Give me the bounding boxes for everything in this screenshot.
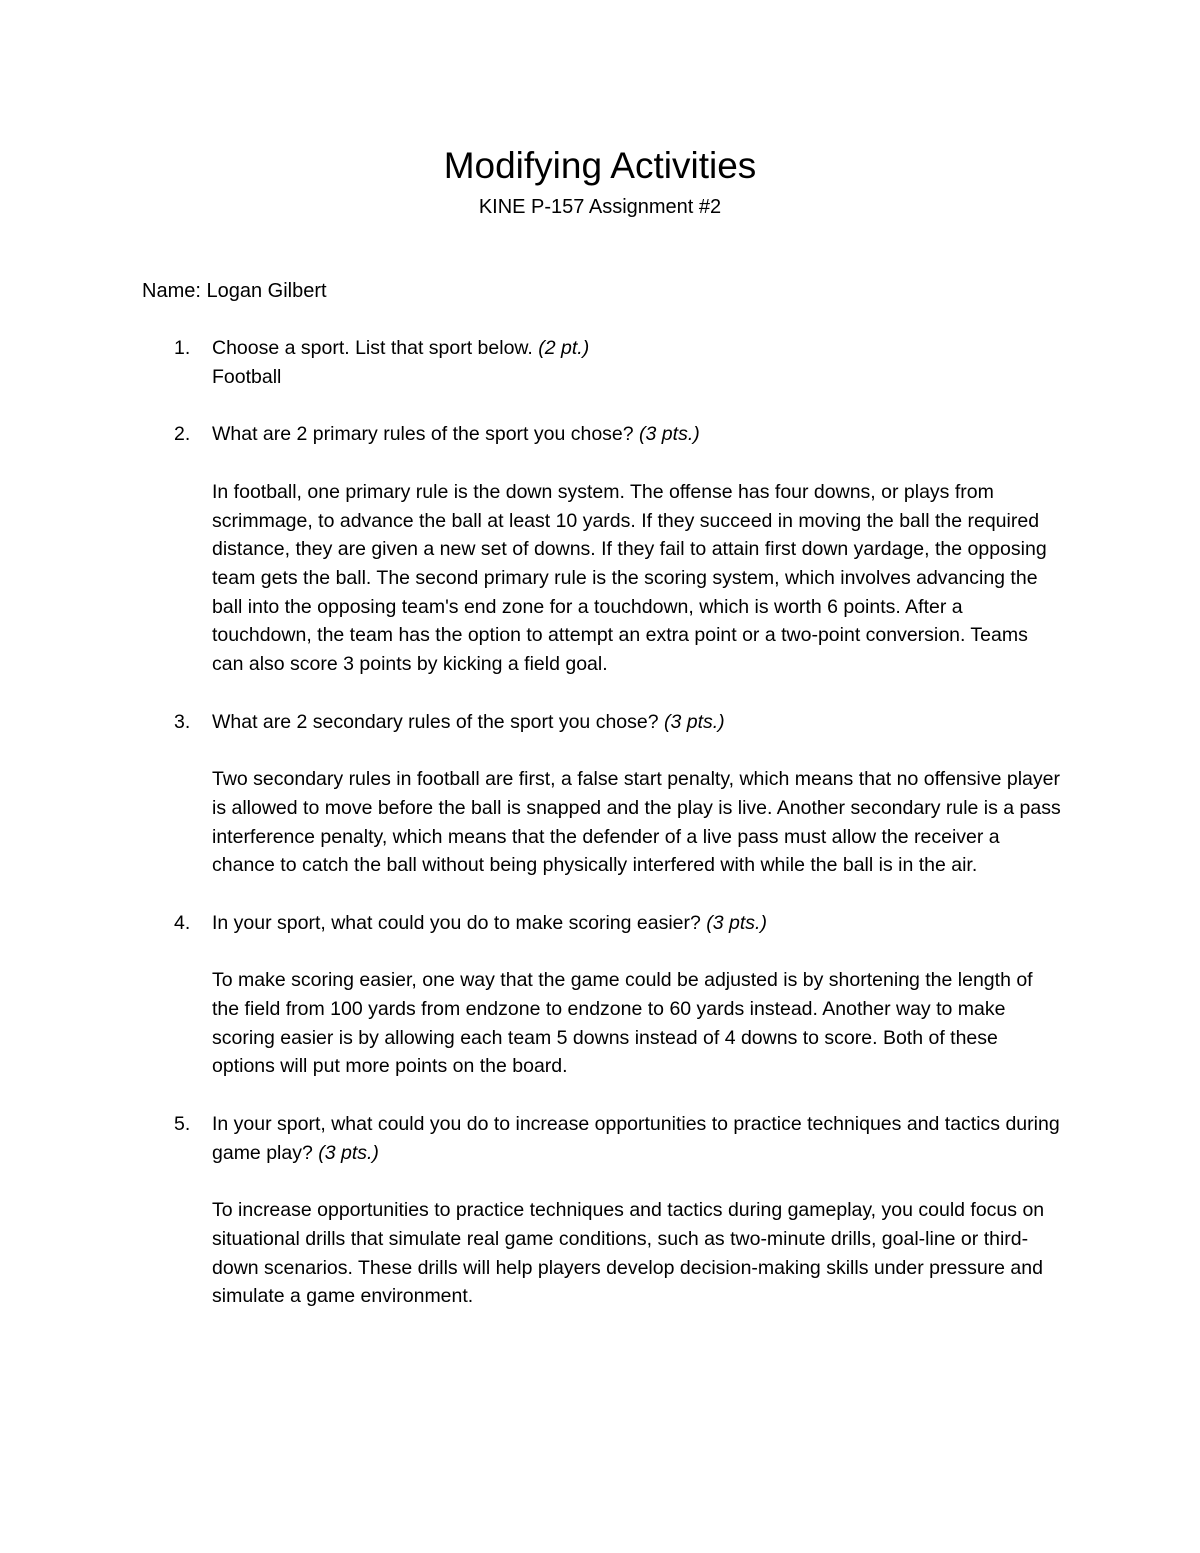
question-points: (3 pts.) xyxy=(706,911,767,934)
question-points: (3 pts.) xyxy=(664,710,725,733)
name-value: Logan Gilbert xyxy=(206,280,327,302)
question-number: 4. xyxy=(174,911,191,934)
question-5 xyxy=(142,1110,1062,1311)
question-1 xyxy=(142,334,1062,391)
question-answer: Two secondary rules in football are first, a false start penalty, which means that no offensive player is allowed to move before the ball is snapped and the play is live. Another secondary rule is a pass interference penalty, which means that the defender of a live pass must allow the receiver a chance to catch the ball without being physically interfered with while the ball is in the air. xyxy=(212,768,1061,877)
question-list xyxy=(142,334,1062,1340)
question-number: 5. xyxy=(174,1113,191,1136)
question-4 xyxy=(142,909,1062,1081)
question-prompt: In your sport, what could you do to increase opportunities to practice techniques and tactics during game play? (3 pts.) xyxy=(212,1113,1060,1164)
question-prompt: What are 2 secondary rules of the sport you chose? (3 pts.) xyxy=(212,710,725,733)
name-label: Name: xyxy=(142,280,201,302)
question-prompt: Choose a sport. List that sport below. (2 pt.) xyxy=(212,337,590,359)
question-number: 2. xyxy=(174,423,191,446)
question-answer: To increase opportunities to practice techniques and tactics during gameplay, you could focus on situational drills that simulate real game conditions, such as two-minute drills, goal-line or third-down scenarios. These drills will help players develop decision-making skills under pressure and simulate a game environment. xyxy=(212,1199,1045,1308)
question-answer: To make scoring easier, one way that the game could be adjusted is by shortening the length of the field from 100 yards from endzone to endzone to 60 yards instead. Another way to make scoring easier is by allowing each team 5 downs instead of 4 downs to score. Both of these options will put more points on the board. xyxy=(212,969,1033,1078)
question-answer: In football, one primary rule is the down system. The offense has four downs, or plays from scrimmage, to advance the ball at least 10 yards. If they succeed in moving the ball the required distance, they are given a new set of downs. If they fail to attain first down yardage, the opposing team gets the ball. The second primary rule is the scoring system, which involves advancing the ball into the opposing team's end zone for a touchdown, which is worth 6 points. After a touchdown, the team has the option to attempt an extra point or a two-point conversion. Teams can also score 3 points by kicking a field goal. xyxy=(212,480,1047,676)
question-points: (3 pts.) xyxy=(639,423,700,446)
question-answer: Football xyxy=(212,365,282,388)
question-2 xyxy=(142,420,1062,678)
document-title: Modifying Activities xyxy=(443,145,757,186)
question-prompt: What are 2 primary rules of the sport you chose? (3 pts.) xyxy=(212,423,700,446)
question-prompt: In your sport, what could you do to make scoring easier? (3 pts.) xyxy=(212,911,767,934)
document-subtitle: KINE P-157 Assignment #2 xyxy=(478,196,722,218)
question-number: 3. xyxy=(174,710,191,733)
question-3 xyxy=(142,708,1062,880)
question-number: 1. xyxy=(174,337,191,359)
question-points: (2 pt.) xyxy=(538,337,590,359)
name-line xyxy=(142,277,327,305)
question-points: (3 pts.) xyxy=(318,1141,379,1164)
